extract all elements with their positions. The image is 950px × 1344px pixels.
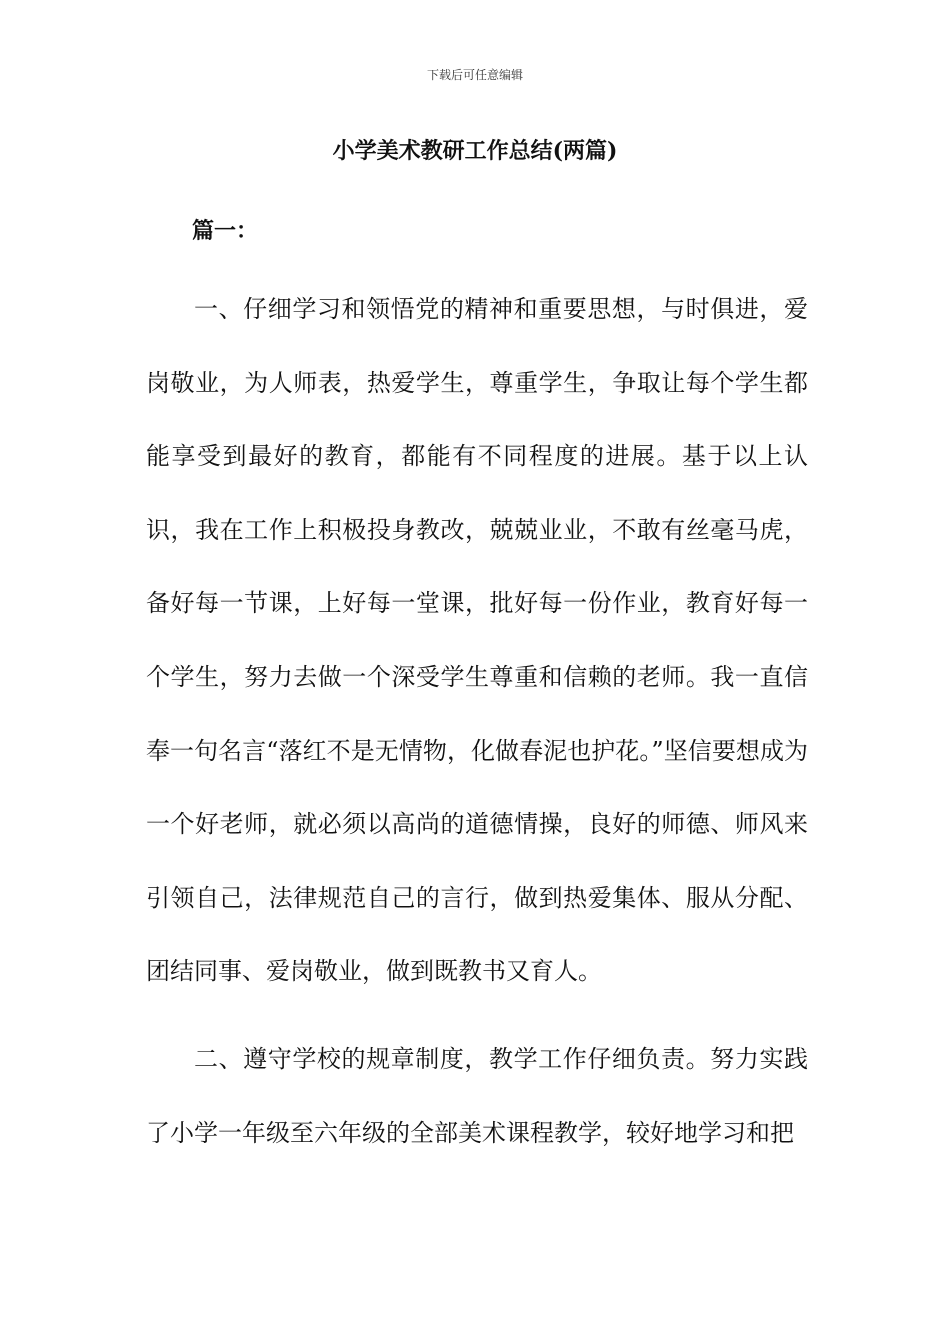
body-paragraph: 二、遵守学校的规章制度，教学工作仔细负责。努力实践了小学一年级至六年级的全部美术课程教学，较好地学习和把 (146, 1045, 808, 1147)
header-note: 下载后可任意编辑 (426, 68, 523, 82)
document-title: 小学美术教研工作总结(两篇) (332, 138, 618, 164)
section-heading: 篇一： (192, 218, 259, 244)
body-paragraph: 一、仔细学习和领悟党的精神和重要思想，与时俱进，爱岗敬业，为人师表，热爱学生，尊重学生，争取让每个学生都能享受到最好的教育，都能有不同程度的进展。基于以上认识，我在工作上积极投身教改，兢兢业业，不敢有丝毫马虎，备好每一节课，上好每一堂课，批好每一份作业，教育好每一个学生，努力去做一个深受学生尊重和信赖的老师。我一直信奉一句名言“落红不是无情物，化做春泥也护花。”坚信要想成为一个好老师，就必须以高尚的道德情操，良好的师德、师风来引领自己，法律规范自己的言行，做到热爱集体、服从分配、团结同事、爱岗敬业，做到既教书又育人。 (146, 295, 808, 986)
